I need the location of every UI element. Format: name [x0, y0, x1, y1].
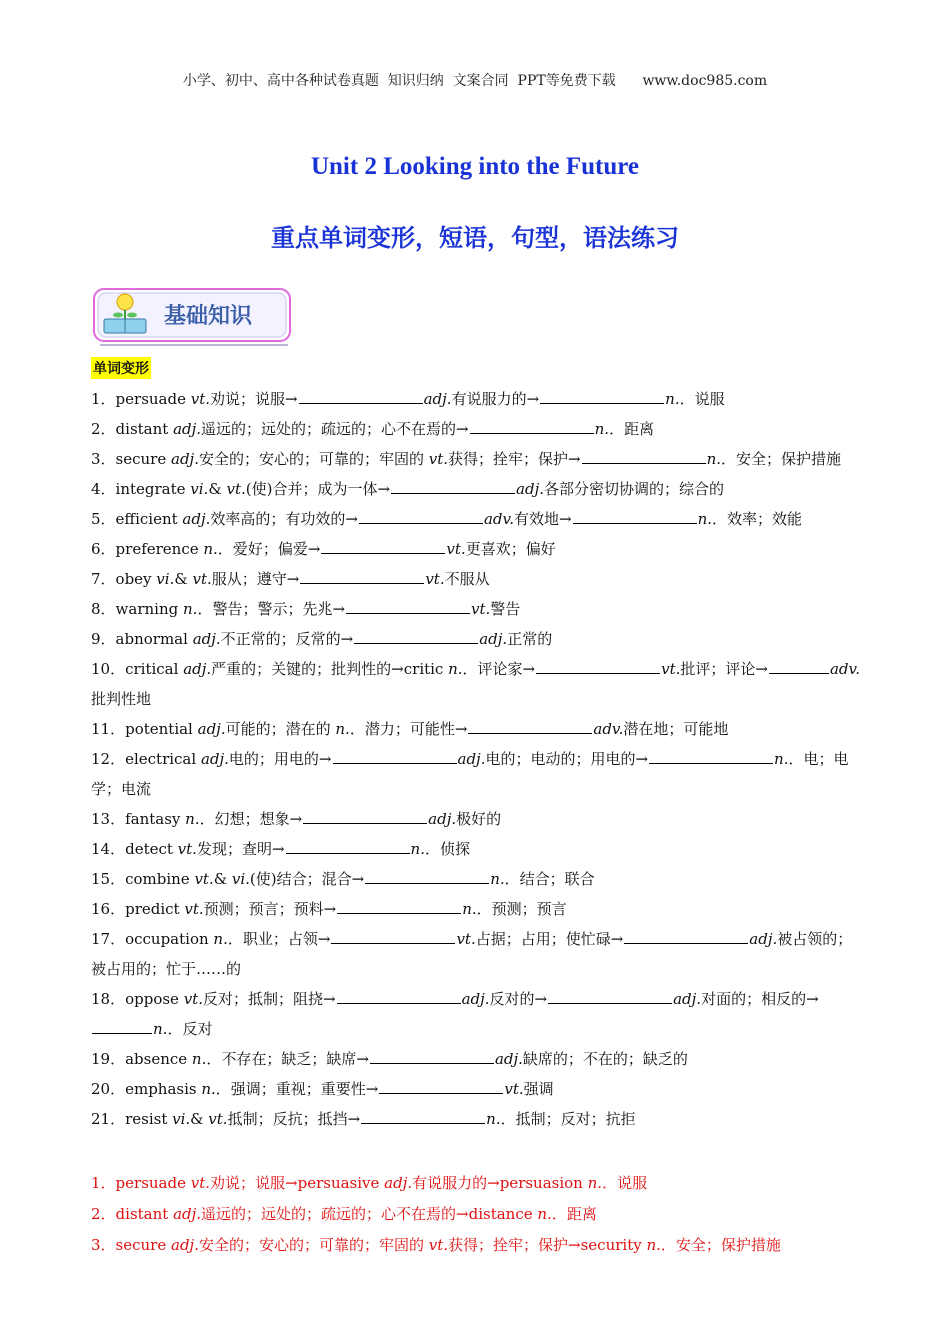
- part-of-speech: n.: [213, 930, 228, 948]
- item-text: ．职业；占领→: [227, 930, 331, 948]
- item-text: 有说服力的→persuasion: [412, 1174, 588, 1192]
- part-of-speech: vt.: [208, 1110, 228, 1128]
- answer-list: [91, 1168, 866, 1261]
- page-header: 小学、初中、高中各种试卷真题 知识归纳 文案合同 PPT等免费下载 www.doc985.com: [182, 73, 768, 89]
- item-text: 电的；电动的；用电的→: [485, 750, 649, 768]
- part-of-speech: adj.: [423, 390, 452, 408]
- item-text: 遥远的；远处的；疏远的；心不在焉的→: [201, 420, 469, 438]
- exercise-item: [91, 414, 866, 444]
- exercise-item: [91, 474, 866, 504]
- item-text: 反对的→: [489, 990, 548, 1008]
- part-of-speech: adj.: [197, 720, 226, 738]
- part-of-speech: vt.: [428, 450, 449, 468]
- part-of-speech: n.: [646, 1236, 661, 1254]
- part-of-speech: adj.: [457, 750, 486, 768]
- fill-blank[interactable]: [548, 989, 672, 1004]
- item-text: 占据；占用；使忙碌→: [475, 930, 624, 948]
- part-of-speech: n.: [335, 720, 350, 738]
- item-text: ．反对: [167, 1020, 213, 1038]
- item-text: 劝说；说服→persuasive: [210, 1174, 385, 1192]
- part-of-speech: vt.: [226, 480, 246, 498]
- item-text: ．预测；预言: [476, 900, 567, 918]
- item-text: 2．distant: [91, 420, 174, 438]
- badge-frame: [92, 285, 292, 347]
- item-text: 电的；用电的→: [228, 750, 332, 768]
- fill-blank[interactable]: [379, 1079, 503, 1094]
- badge-text: 基础知识: [164, 304, 253, 329]
- item-text: ．潜力；可能性→: [349, 720, 468, 738]
- item-text: ．距离: [609, 420, 655, 438]
- part-of-speech: n.: [183, 600, 198, 618]
- exercise-item: [91, 924, 866, 984]
- exercise-item: [91, 384, 866, 414]
- part-of-speech: n.: [486, 1110, 501, 1128]
- item-text: 各部分密切协调的；综合的: [544, 480, 725, 498]
- item-text: 警告: [490, 600, 521, 618]
- item-text: ．评论家→: [462, 660, 536, 678]
- item-text: 3．secure: [91, 1236, 171, 1254]
- part-of-speech: vt.: [190, 390, 211, 408]
- item-text: 抵制；反抗；抵挡→: [227, 1110, 361, 1128]
- exercise-item: [91, 444, 866, 474]
- item-text: 可能的；潜在的: [225, 720, 336, 738]
- item-text: 遥远的；远处的；疏远的；心不在焉的→distance: [201, 1205, 538, 1223]
- answer-item: [91, 1168, 866, 1199]
- item-text: 4．integrate: [91, 480, 191, 498]
- item-text: 获得；拴牢；保护→security: [448, 1236, 647, 1254]
- fill-blank[interactable]: [391, 479, 515, 494]
- item-text: ．不存在；缺乏；缺席→: [206, 1050, 369, 1068]
- part-of-speech: n.: [185, 810, 200, 828]
- exercise-item: [91, 534, 866, 564]
- item-text: 18．oppose: [91, 990, 184, 1008]
- part-of-speech: n.: [462, 900, 477, 918]
- part-of-speech: n.: [448, 660, 463, 678]
- section-label: 单词变形: [91, 357, 151, 379]
- fill-blank[interactable]: [303, 809, 427, 824]
- item-text: 发现；查明→: [196, 840, 285, 858]
- title-english: Unit 2 Looking into the Future: [310, 153, 640, 180]
- fill-blank[interactable]: [321, 539, 445, 554]
- item-text: 不正常的；反常的→: [220, 630, 354, 648]
- item-text: ．安全；保护措施: [721, 450, 842, 468]
- exercise-item: [91, 834, 866, 864]
- part-of-speech: n.: [203, 540, 218, 558]
- part-of-speech: n.: [697, 510, 712, 528]
- item-text: 12．electrical: [91, 750, 201, 768]
- item-text: 极好的: [456, 810, 502, 828]
- part-of-speech: vt.: [190, 1174, 211, 1192]
- item-text: ．抵制；反对；抗拒: [500, 1110, 636, 1128]
- part-of-speech: adj.: [673, 990, 702, 1008]
- fill-blank[interactable]: [536, 659, 660, 674]
- part-of-speech: adj.: [173, 1205, 202, 1223]
- item-text: ．效率；效能: [712, 510, 803, 528]
- item-text: 批评；评论→: [680, 660, 768, 678]
- exercise-item: [91, 894, 866, 924]
- fill-blank[interactable]: [649, 749, 773, 764]
- item-text: 效率高的；有功效的→: [210, 510, 358, 528]
- exercise-item: [91, 984, 866, 1044]
- part-of-speech: adj.: [428, 810, 457, 828]
- part-of-speech: vi.: [190, 480, 209, 498]
- part-of-speech: n.: [191, 1050, 207, 1068]
- part-of-speech: vi.: [231, 870, 250, 888]
- part-of-speech: vt.: [183, 990, 203, 1008]
- exercise-item: [91, 564, 866, 594]
- item-text: 2．distant: [91, 1205, 174, 1223]
- item-text: ．说服: [679, 390, 725, 408]
- item-text: 13．fantasy: [91, 810, 186, 828]
- part-of-speech: vt.: [177, 840, 197, 858]
- item-text: 有说服力的→: [451, 390, 540, 408]
- item-text: 反对；抵制；阻挠→: [202, 990, 336, 1008]
- item-text: 3．secure: [91, 450, 171, 468]
- item-text: ．爱好；偏爱→: [217, 540, 321, 558]
- part-of-speech: vt.: [504, 1080, 524, 1098]
- fill-blank[interactable]: [337, 899, 461, 914]
- exercise-item: [91, 1104, 866, 1134]
- part-of-speech: adj.: [182, 510, 211, 528]
- fill-blank[interactable]: [92, 1019, 152, 1034]
- part-of-speech: vt.: [661, 660, 681, 678]
- item-text: 1．persuade: [91, 390, 191, 408]
- item-text: &: [208, 480, 227, 498]
- item-text: 5．efficient: [91, 510, 183, 528]
- item-text: 强调: [523, 1080, 554, 1098]
- part-of-speech: n.: [587, 1174, 603, 1192]
- fill-blank[interactable]: [470, 419, 594, 434]
- item-text: 安全的；安心的；可靠的；牢固的: [198, 1236, 429, 1254]
- fill-blank[interactable]: [331, 929, 455, 944]
- exercise-item: [91, 654, 866, 714]
- part-of-speech: vt.: [184, 900, 204, 918]
- fill-blank[interactable]: [354, 629, 478, 644]
- item-text: ．强调；重视；重要性→: [215, 1080, 379, 1098]
- exercise-list: [91, 384, 866, 1134]
- part-of-speech: adv.: [483, 510, 514, 528]
- fill-blank[interactable]: [286, 839, 410, 854]
- item-text: 19．absence: [91, 1050, 192, 1068]
- exercise-item: [91, 624, 866, 654]
- fill-blank[interactable]: [370, 1049, 494, 1064]
- part-of-speech: n.: [665, 390, 680, 408]
- fill-blank[interactable]: [573, 509, 697, 524]
- fill-blank[interactable]: [582, 449, 706, 464]
- exercise-item: [91, 504, 866, 534]
- item-text: 17．occupation: [91, 930, 214, 948]
- fill-blank[interactable]: [361, 1109, 485, 1124]
- part-of-speech: adj.: [516, 480, 544, 498]
- basic-knowledge-badge: [92, 285, 292, 347]
- item-text: ．警告；警示；先兆→: [197, 600, 346, 618]
- item-text: 正常的: [507, 630, 553, 648]
- title-chinese: 重点单词变形，短语，句型，语法练习: [271, 224, 679, 252]
- part-of-speech: n.: [594, 420, 610, 438]
- part-of-speech: n.: [201, 1080, 216, 1098]
- part-of-speech: adj.: [494, 1050, 523, 1068]
- item-text: 潜在地；可能地: [623, 720, 729, 738]
- item-text: 批判性地: [91, 690, 152, 708]
- item-text: 对面的；相反的→: [701, 990, 819, 1008]
- fill-blank[interactable]: [337, 989, 461, 1004]
- fill-blank[interactable]: [769, 659, 829, 674]
- part-of-speech: adj.: [479, 630, 508, 648]
- item-text: ．结合；联合: [504, 870, 595, 888]
- fill-blank[interactable]: [300, 569, 424, 584]
- item-text: 21．resist: [91, 1110, 173, 1128]
- item-text: 1．persuade: [91, 1174, 191, 1192]
- item-text: &: [190, 1110, 209, 1128]
- item-text: 预测；预言；预料→: [203, 900, 337, 918]
- part-of-speech: vi.: [172, 1110, 191, 1128]
- item-text: &: [174, 570, 193, 588]
- item-text: &: [213, 870, 232, 888]
- part-of-speech: adj.: [183, 660, 212, 678]
- exercise-item: [91, 804, 866, 834]
- fill-blank[interactable]: [624, 929, 748, 944]
- item-text: ．电；电学；电流: [91, 750, 849, 798]
- part-of-speech: vi.: [156, 570, 175, 588]
- item-text: 7．obey: [91, 570, 157, 588]
- exercise-item: [91, 594, 866, 624]
- exercise-item: [91, 744, 866, 804]
- part-of-speech: n.: [537, 1205, 552, 1223]
- part-of-speech: n.: [774, 750, 789, 768]
- answer-item: [91, 1199, 866, 1230]
- part-of-speech: adj.: [171, 450, 199, 468]
- fill-blank[interactable]: [365, 869, 489, 884]
- part-of-speech: vt.: [456, 930, 476, 948]
- item-text: (使)结合；混合→: [249, 870, 365, 888]
- item-text: 劝说；说服→: [210, 390, 298, 408]
- part-of-speech: vt.: [428, 1236, 449, 1254]
- item-text: ．安全；保护措施: [660, 1236, 781, 1254]
- item-text: 15．combine: [91, 870, 195, 888]
- item-text: 16．predict: [91, 900, 185, 918]
- item-text: 服从；遵守→: [211, 570, 300, 588]
- item-text: 6．preference: [91, 540, 204, 558]
- fill-blank[interactable]: [359, 509, 483, 524]
- answer-item: [91, 1230, 866, 1261]
- part-of-speech: adj.: [749, 930, 778, 948]
- part-of-speech: n.: [410, 840, 425, 858]
- part-of-speech: vt.: [194, 870, 214, 888]
- part-of-speech: n.: [490, 870, 505, 888]
- part-of-speech: adj.: [200, 750, 229, 768]
- part-of-speech: vt.: [446, 540, 466, 558]
- fill-blank[interactable]: [540, 389, 664, 404]
- item-text: 缺席的；不在的；缺乏的: [522, 1050, 688, 1068]
- part-of-speech: adj.: [384, 1174, 413, 1192]
- item-text: 被占领的；被占用的；忙于……的: [91, 930, 853, 978]
- item-text: ．距离: [551, 1205, 597, 1223]
- item-text: 有效地→: [513, 510, 572, 528]
- part-of-speech: n.: [153, 1020, 168, 1038]
- exercise-item: [91, 1074, 866, 1104]
- exercise-item: [91, 714, 866, 744]
- item-text: 9．abnormal: [91, 630, 193, 648]
- part-of-speech: adj.: [173, 420, 202, 438]
- part-of-speech: adv.: [593, 720, 624, 738]
- item-text: (使)合并；成为一体→: [245, 480, 391, 498]
- item-text: 不服从: [444, 570, 490, 588]
- item-text: 8．warning: [91, 600, 183, 618]
- item-text: ．侦探: [424, 840, 470, 858]
- fill-blank[interactable]: [468, 719, 592, 734]
- part-of-speech: adj.: [461, 990, 490, 1008]
- item-text: ．幻想；想象→: [199, 810, 303, 828]
- fill-blank[interactable]: [346, 599, 470, 614]
- part-of-speech: vt.: [471, 600, 491, 618]
- item-text: 10．critical: [91, 660, 184, 678]
- fill-blank[interactable]: [333, 749, 457, 764]
- part-of-speech: adj.: [171, 1236, 199, 1254]
- item-text: 严重的；关键的；批判性的→critic: [211, 660, 449, 678]
- part-of-speech: adv.: [829, 660, 860, 678]
- item-text: 11．potential: [91, 720, 198, 738]
- part-of-speech: vt.: [192, 570, 212, 588]
- item-text: 14．detect: [91, 840, 178, 858]
- item-text: 更喜欢；偏好: [465, 540, 556, 558]
- item-text: 获得；拴牢；保护→: [448, 450, 581, 468]
- part-of-speech: n.: [706, 450, 722, 468]
- exercise-item: [91, 864, 866, 894]
- item-text: 安全的；安心的；可靠的；牢固的: [198, 450, 429, 468]
- fill-blank[interactable]: [299, 389, 423, 404]
- part-of-speech: vt.: [425, 570, 445, 588]
- exercise-item: [91, 1044, 866, 1074]
- item-text: 20．emphasis: [91, 1080, 202, 1098]
- part-of-speech: adj.: [192, 630, 221, 648]
- item-text: ．说服: [602, 1174, 648, 1192]
